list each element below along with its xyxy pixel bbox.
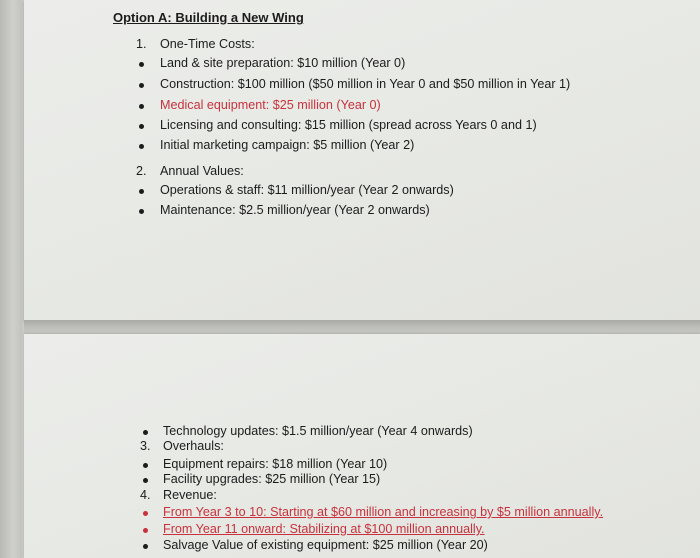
list-item: Operations & staff: $11 million/year (Year 2 onwards) xyxy=(160,183,454,197)
left-margin xyxy=(0,0,22,558)
list-item: Equipment repairs: $18 million (Year 10) xyxy=(163,457,388,471)
bullet-icon xyxy=(143,528,148,533)
list-item: Initial marketing campaign: $5 million (Year 2) xyxy=(160,138,415,152)
bullet-icon xyxy=(139,62,144,67)
list-item: Maintenance: $2.5 million/year (Year 2 onwards) xyxy=(160,203,430,217)
bullet-icon xyxy=(139,189,144,194)
bullet-icon xyxy=(139,144,144,149)
section-heading-one-time-costs: One-Time Costs: xyxy=(160,37,255,51)
list-item: Licensing and consulting: $15 million (spread across Years 0 and 1) xyxy=(160,118,537,132)
list-item-highlighted: Medical equipment: $25 million (Year 0) xyxy=(160,98,381,112)
list-item-highlighted: From Year 11 onward: Stabilizing at $100 million annually. xyxy=(163,522,485,536)
bullet-icon xyxy=(143,544,148,549)
bullet-icon xyxy=(143,511,148,516)
list-item: Land & site preparation: $10 million (Year 0) xyxy=(160,56,406,70)
document-page-1 xyxy=(24,0,700,320)
list-item: Technology updates: $1.5 million/year (Year 4 onwards) xyxy=(163,424,473,438)
section-heading-revenue: Revenue: xyxy=(163,488,217,502)
list-item: Salvage Value of existing equipment: $25 million (Year 20) xyxy=(163,538,488,552)
page-break-gap xyxy=(24,320,700,334)
bullet-icon xyxy=(139,124,144,129)
bullet-icon xyxy=(143,430,148,435)
bullet-icon xyxy=(139,104,144,109)
document-title: Option A: Building a New Wing xyxy=(113,10,304,25)
bullet-icon xyxy=(139,209,144,214)
bullet-icon xyxy=(139,83,144,88)
section-heading-overhauls: Overhauls: xyxy=(163,439,224,453)
list-item: Facility upgrades: $25 million (Year 15) xyxy=(163,472,381,486)
section-number: 3. xyxy=(140,439,151,453)
list-item-highlighted: From Year 3 to 10: Starting at $60 million and increasing by $5 million annually. xyxy=(163,505,604,519)
list-item: Construction: $100 million ($50 million in Year 0 and $50 million in Year 1) xyxy=(160,77,571,91)
section-heading-annual-values: Annual Values: xyxy=(160,164,244,178)
section-number: 2. xyxy=(136,164,147,178)
section-number: 4. xyxy=(140,488,151,502)
bullet-icon xyxy=(143,463,148,468)
bullet-icon xyxy=(143,478,148,483)
section-number: 1. xyxy=(136,37,147,51)
